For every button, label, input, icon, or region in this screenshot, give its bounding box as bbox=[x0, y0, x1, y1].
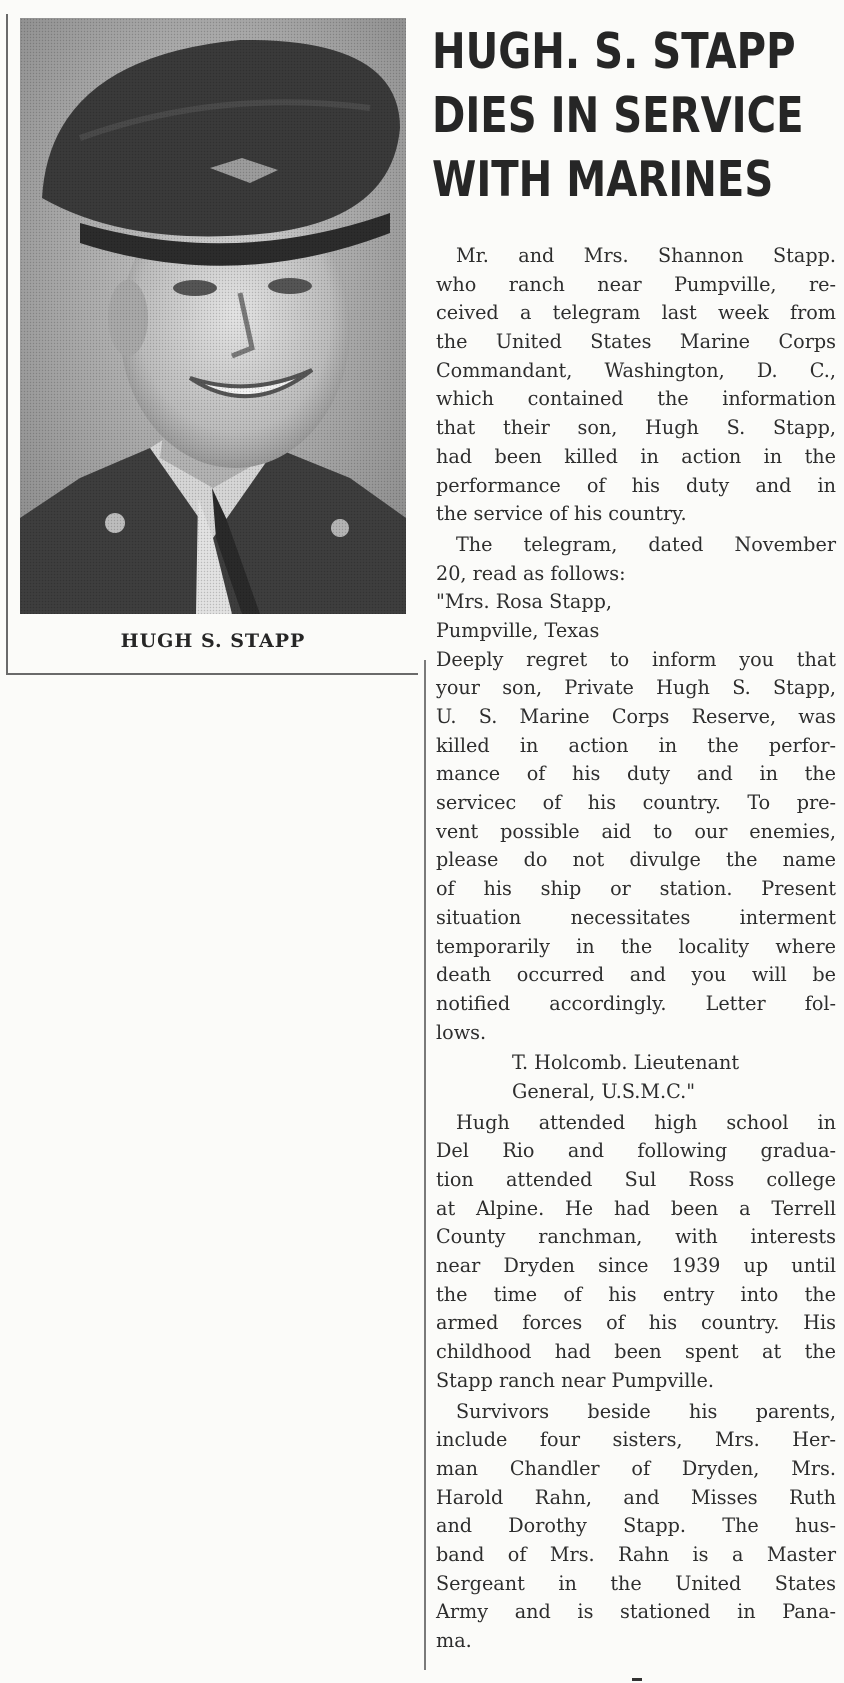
article-line: near Dryden since 1939 up until bbox=[436, 1254, 836, 1278]
headline-line: HUGH. S. STAPP bbox=[432, 23, 796, 80]
article-line: of his ship or station. Present bbox=[436, 877, 836, 901]
article-line: Survivors beside his parents, bbox=[456, 1399, 836, 1423]
article-line: The telegram, dated November bbox=[456, 532, 836, 556]
photo-bottom-rule bbox=[6, 673, 418, 675]
article-line: servicec of his country. To pre- bbox=[436, 791, 836, 815]
article-line: include four sisters, Mrs. Her- bbox=[436, 1428, 836, 1452]
article-line: please do not divulge the name bbox=[436, 848, 836, 872]
article-line: ma. bbox=[436, 1629, 472, 1652]
article-line: had been killed in action in the bbox=[436, 444, 836, 468]
article-line: killed in action in the perfor- bbox=[436, 733, 836, 757]
article-line: who ranch near Pumpville, re- bbox=[436, 272, 836, 296]
article-line: Deeply regret to inform you that bbox=[436, 647, 836, 671]
article-line: County ranchman, with interests bbox=[436, 1225, 836, 1249]
article-line: band of Mrs. Rahn is a Master bbox=[436, 1542, 836, 1566]
article-line: lows. bbox=[436, 1020, 487, 1044]
article-line: ceived a telegram last week from bbox=[436, 301, 836, 325]
article-line: that their son, Hugh S. Stapp, bbox=[436, 416, 836, 440]
paragraph-gap bbox=[436, 1656, 836, 1658]
headline-line: DIES IN SERVICE bbox=[432, 87, 804, 144]
clipping-edge-mark bbox=[632, 1678, 642, 1681]
photo-caption: HUGH S. STAPP bbox=[120, 630, 306, 652]
headline-line: WITH MARINES bbox=[432, 151, 774, 208]
article-line: situation necessitates interment bbox=[436, 905, 836, 929]
article-line: 20, read as follows: bbox=[436, 561, 626, 585]
article-line: the service of his country. bbox=[436, 502, 687, 526]
article-line: the time of his entry into the bbox=[436, 1282, 836, 1306]
article-line: the United States Marine Corps bbox=[436, 330, 836, 354]
left-border-rule bbox=[6, 14, 8, 674]
article-line: U. S. Marine Corps Reserve, was bbox=[436, 705, 836, 728]
article-line: vent possible aid to our enemies, bbox=[436, 819, 836, 843]
article-line: Harold Rahn, and Misses Ruth bbox=[436, 1485, 836, 1509]
article-line: childhood had been spent at the bbox=[436, 1340, 836, 1364]
article-line: which contained the information bbox=[436, 387, 836, 411]
article-line: Del Rio and following gradua- bbox=[436, 1139, 836, 1163]
article-body bbox=[436, 242, 836, 1658]
article-line: armed forces of his country. His bbox=[436, 1311, 836, 1335]
article-line: "Mrs. Rosa Stapp, bbox=[436, 590, 613, 614]
article-line: performance of his duty and in bbox=[436, 473, 836, 497]
article-line: mance of his duty and in the bbox=[436, 762, 836, 786]
article-line: General, U.S.M.C." bbox=[512, 1079, 696, 1103]
article-line: Army and is stationed in Pana- bbox=[436, 1600, 836, 1624]
article-line: temporarily in the locality where bbox=[436, 934, 836, 958]
article-line: Stapp ranch near Pumpville. bbox=[436, 1368, 715, 1392]
article-line: Hugh attended high school in bbox=[456, 1110, 836, 1134]
article-line: man Chandler of Dryden, Mrs. bbox=[436, 1456, 836, 1480]
article-line: notified accordingly. Letter fol- bbox=[436, 991, 836, 1015]
article-line: Mr. and Mrs. Shannon Stapp. bbox=[456, 244, 836, 267]
article-line: tion attended Sul Ross college bbox=[436, 1168, 836, 1191]
article-line: Sergeant in the United States bbox=[436, 1571, 836, 1595]
article-line: your son, Private Hugh S. Stapp, bbox=[436, 676, 836, 700]
article-line: T. Holcomb. Lieutenant bbox=[512, 1051, 740, 1075]
column-rule bbox=[424, 660, 426, 1670]
article-line: at Alpine. He had been a Terrell bbox=[436, 1196, 836, 1220]
article-line: Pumpville, Texas bbox=[436, 618, 600, 642]
article-line: and Dorothy Stapp. The hus- bbox=[436, 1514, 836, 1538]
portrait-photo bbox=[20, 18, 406, 614]
article-line: death occurred and you will be bbox=[436, 963, 836, 987]
article-line: Commandant, Washington, D. C., bbox=[436, 358, 836, 382]
headline bbox=[432, 20, 804, 212]
